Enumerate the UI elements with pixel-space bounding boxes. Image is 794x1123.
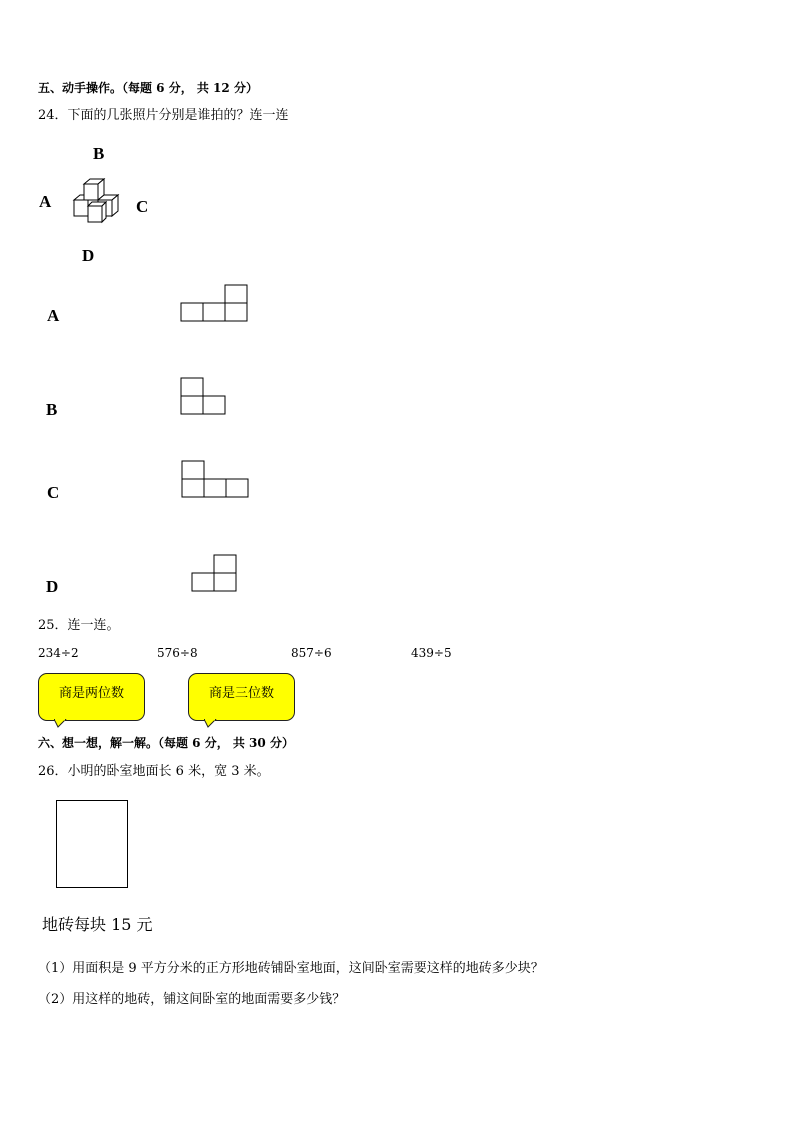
expression-3: 857÷6 <box>291 646 332 660</box>
direction-label-top: B <box>93 144 105 163</box>
question-24-text: 24．下面的几张照片分别是谁拍的？连一连 <box>38 108 289 123</box>
question-26-text: 26．小明的卧室地面长 6 米，宽 3 米。 <box>38 764 270 779</box>
question-26-sub-1: （1）用面积是 9 平方分米的正方形地砖铺卧室地面，这间卧室需要这样的地砖多少块？ <box>38 961 544 976</box>
cube-stack-figure <box>70 178 122 234</box>
direction-label-bottom: D <box>82 246 95 265</box>
question-26-sub-2: （2）用这样的地砖，铺这间卧室的地面需要多少钱？ <box>38 992 346 1007</box>
expression-4: 439÷5 <box>411 646 452 660</box>
question-25-text: 25．连一连。 <box>38 618 120 633</box>
expression-1: 234÷2 <box>38 646 79 660</box>
bubble-three-digit-label: 商是三位数 <box>208 686 274 701</box>
tile-price-note: 地砖每块 15 元 <box>42 915 153 934</box>
direction-label-right: C <box>136 197 149 216</box>
option-label-c: C <box>47 483 60 502</box>
view-figure-c <box>181 460 253 500</box>
bubble-two-digit-label: 商是两位数 <box>58 686 124 701</box>
direction-label-left: A <box>39 192 52 211</box>
view-figure-b <box>180 377 230 417</box>
option-label-d: D <box>46 577 59 596</box>
bedroom-rectangle <box>56 800 128 888</box>
option-label-a: A <box>47 306 60 325</box>
view-figure-a <box>180 284 250 324</box>
bubble-tail-2 <box>204 719 218 728</box>
view-figure-d <box>191 554 241 594</box>
section-5-heading: 五、动手操作。（每题 6 分， 共 12 分） <box>38 81 258 95</box>
bubble-two-digit-quotient <box>38 673 145 721</box>
bubble-three-digit-quotient <box>188 673 295 721</box>
bubble-tail-1 <box>54 719 68 728</box>
expression-2: 576÷8 <box>157 646 198 660</box>
option-label-b: B <box>46 400 58 419</box>
section-6-heading: 六、想一想，解一解。（每题 6 分， 共 30 分） <box>38 736 294 750</box>
